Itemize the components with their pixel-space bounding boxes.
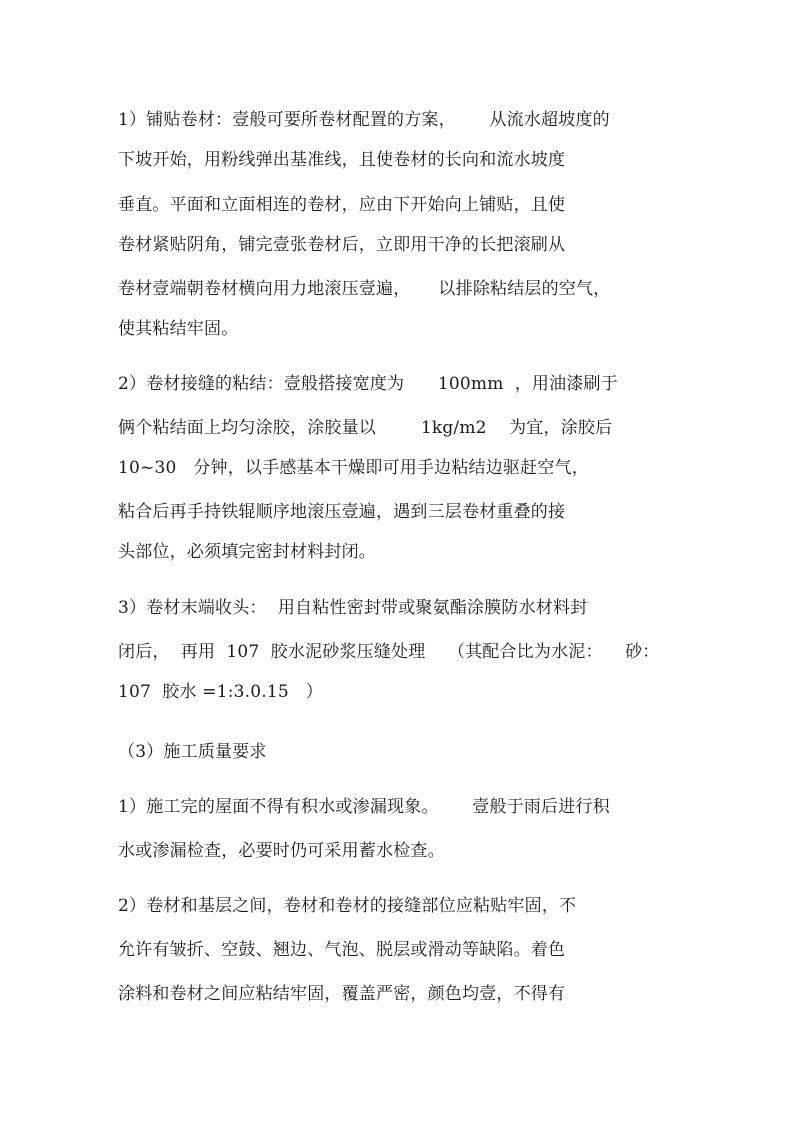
text-line: 水或渗漏检查，必要时仍可采用蓄水检查。: [118, 841, 445, 861]
text-line: 2）卷材接缝的粘结：壹般搭接宽度为 100mm ，用油漆刷于: [118, 374, 618, 394]
text-line: 2）卷材和基层之间，卷材和卷材的接缝部位应粘贴牢固，不: [118, 896, 577, 916]
text-line: 10~30 分钟，以手感基本干燥即可用手边粘结边驱赶空气，: [118, 458, 589, 478]
text-line: 涂料和卷材之间应粘结牢固，覆盖严密，颜色均壹，不得有: [118, 984, 566, 1004]
text-line: 俩个粘结面上均匀涂胶，涂胶量以 1kg/m2 为宜，涂胶后: [118, 418, 613, 438]
text-line: 下坡开始，用粉线弹出基准线，且使卷材的长向和流水坡度: [118, 150, 566, 170]
text-line: 粘合后再手持铁辊顺序地滚压壹遍，遇到三层卷材重叠的接: [118, 502, 566, 522]
text-line: 卷材壹端朝卷材横向用力地滚压壹遍， 以排除粘结层的空气，: [118, 279, 611, 299]
section-heading: （3）施工质量要求: [118, 742, 267, 762]
text-line: 垂直。平面和立面相连的卷材，应由下开始向上铺贴，且使: [118, 195, 566, 215]
text-line: 卷材紧贴阴角，铺完壹张卷材后，立即用干净的长把滚刷从: [118, 235, 566, 255]
text-line: 使其粘结牢固。: [118, 319, 239, 339]
text-line: 头部位，必须填完密封材料封闭。: [118, 542, 376, 562]
text-line: 闭后， 再用 107 胶水泥砂浆压缝处理 （其配合比为水泥： 砂：: [118, 642, 660, 662]
text-line: 3）卷材末端收头： 用自粘性密封带或聚氨酯涂膜防水材料封: [118, 598, 588, 618]
text-line: 允许有皱折、空鼓、翘边、气泡、脱层或滑动等缺陷。着色: [118, 940, 566, 960]
text-line: 1）施工完的屋面不得有积水或渗漏现象。 壹般于雨后进行积: [118, 797, 610, 817]
text-line: 107 胶水 =1:3.0.15 ）: [118, 682, 323, 702]
text-line: 1）铺贴卷材：壹般可要所卷材配置的方案， 从流水超坡度的: [118, 110, 610, 130]
